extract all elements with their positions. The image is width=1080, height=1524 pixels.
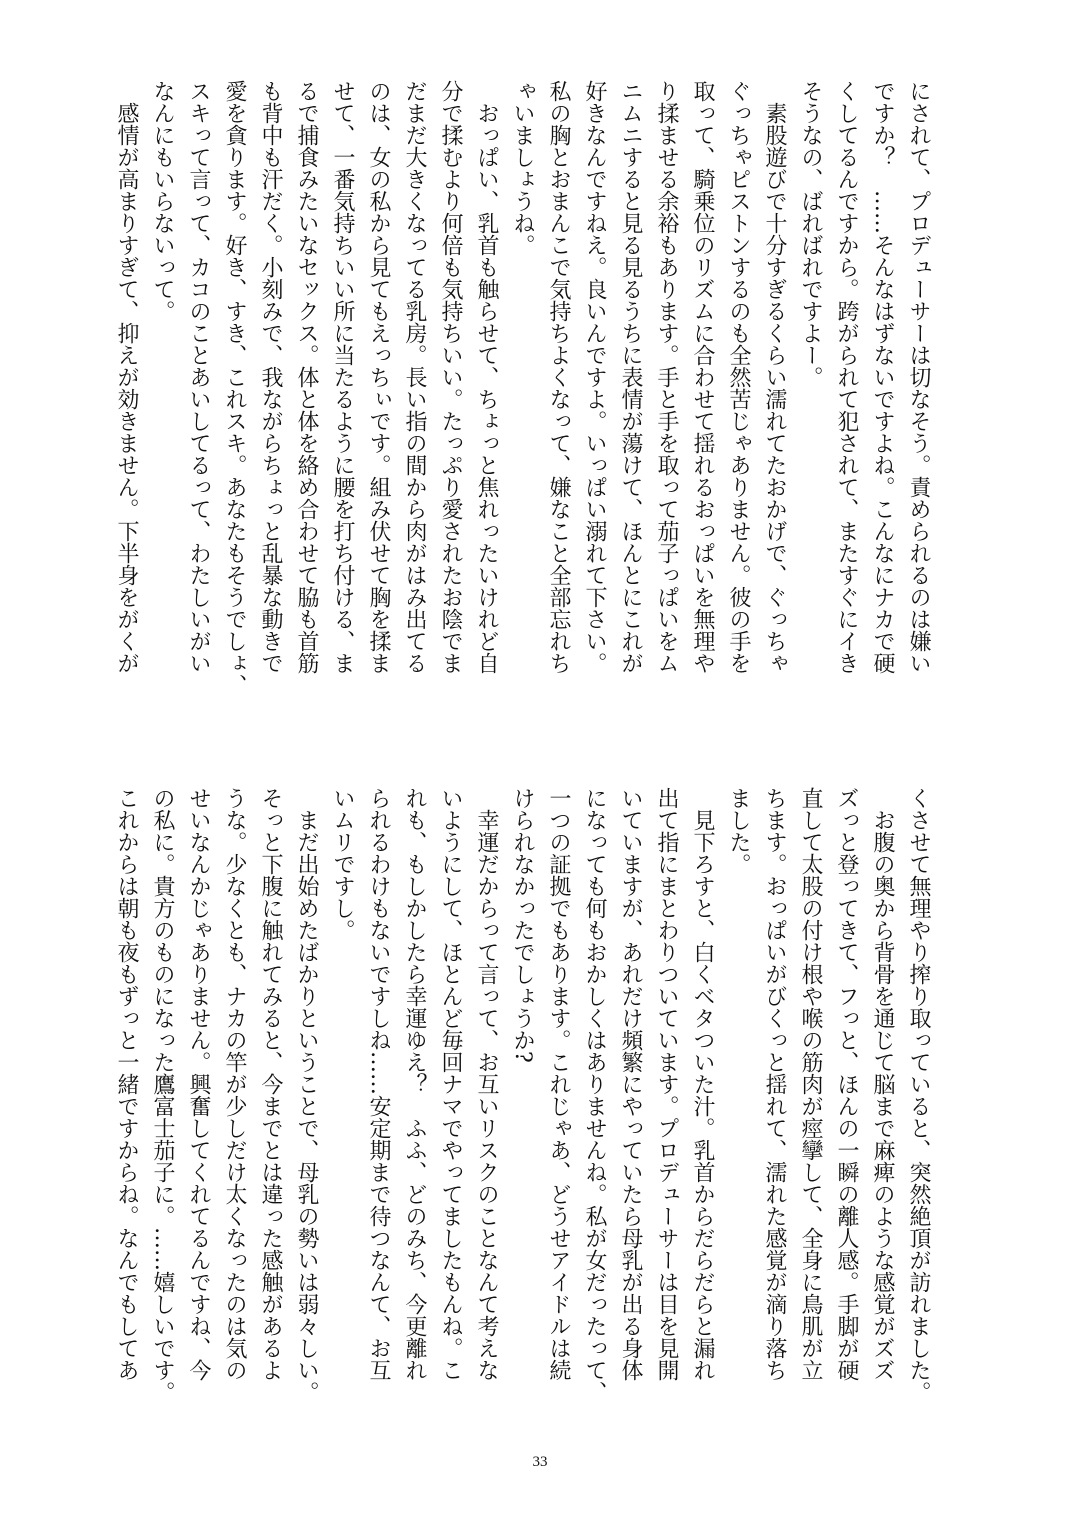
text-line: の私に。貴方のものになった鷹富士茄子に。……嬉しいです。 bbox=[150, 787, 175, 1403]
text-line: ズっと登ってきて、フっと、ほんの一瞬の離人感。手脚が硬 bbox=[834, 787, 859, 1381]
text-line: うな。少なくとも、ナカの竿が少しだけ太くなったのは気の bbox=[222, 787, 247, 1381]
text-line: ました。 bbox=[726, 787, 751, 875]
text-block-bottom bbox=[108, 787, 936, 1427]
text-line: まだ出始めたばかりということで、母乳の勢いは弱々しい。 bbox=[294, 787, 319, 1403]
text-line: れも、もしかしたら幸運ゆえ？ ふふ、どのみち、今更離れ bbox=[402, 787, 427, 1381]
text-line: り揉ませる余裕もあります。手と手を取って茄子っぱいをム bbox=[654, 80, 679, 674]
text-line: 私の胸とおまんこで気持ちよくなって、嫌なこと全部忘れち bbox=[546, 80, 571, 674]
text-line: ぐっちゃピストンするのも全然苦じゃありません。彼の手を bbox=[726, 80, 751, 674]
text-line: のは、女の私から見てもえっちぃです。組み伏せて胸を揉ま bbox=[366, 80, 391, 674]
text-line: いていますが、あれだけ頻繁にやっていたら母乳が出る身体 bbox=[618, 787, 643, 1381]
text-line: ちます。おっぱいがびくっと揺れて、濡れた感覚が滴り落ち bbox=[762, 787, 787, 1381]
text-line: スキって言って、カコのことあいしてるって、わたしいがい bbox=[186, 80, 211, 674]
text-line: けられなかったでしょうか? bbox=[510, 787, 535, 1063]
text-line: ですか？ ……そんなはずないですよね。こんなにナカで硬 bbox=[870, 80, 895, 674]
text-line: るで捕食みたいなセックス。体と体を絡め合わせて脇も首筋 bbox=[294, 80, 319, 674]
text-line: 感情が高まりすぎて、抑えが効きません。下半身をがくが bbox=[114, 80, 139, 674]
text-line: ゃいましょうね。 bbox=[510, 80, 535, 256]
text-line: 出て指にまとわりついています。プロデューサーは目を見開 bbox=[654, 787, 679, 1381]
text-line: くさせて無理やり搾り取っていると、突然絶頂が訪れました。 bbox=[906, 787, 931, 1403]
text-line: にされて、プロデューサーは切なそう。責められるのは嫌い bbox=[906, 80, 931, 674]
text-line: 分で揉むより何倍も気持ちいい。たっぷり愛されたお陰でま bbox=[438, 80, 463, 674]
text-line: くしてるんですから。跨がられて犯されて、またすぐにイき bbox=[834, 80, 859, 674]
text-line: せいなんかじゃありません。興奮してくれてるんですね、今 bbox=[186, 787, 211, 1381]
text-line: だまだ大きくなってる乳房。長い指の間から肉がはみ出てる bbox=[402, 80, 427, 674]
text-line: 幸運だからって言って、お互いリスクのことなんて考えな bbox=[474, 787, 499, 1381]
text-line: 素股遊びで十分すぎるくらい濡れてたおかげで、ぐっちゃ bbox=[762, 80, 787, 674]
text-line: 一つの証拠でもあります。これじゃあ、どうせアイドルは続 bbox=[546, 787, 571, 1381]
text-line: 見下ろすと、白くベタついた汁。乳首からだらだらと漏れ bbox=[690, 787, 715, 1381]
text-line: ニムニすると見る見るうちに表情が蕩けて、ほんとにこれが bbox=[618, 80, 643, 674]
text-line: いようにして、ほとんど毎回ナマでやってましたもんね。こ bbox=[438, 787, 463, 1381]
text-block-top bbox=[108, 80, 936, 720]
text-line: られるわけもないですしね……安定期まで待つなんて、お互 bbox=[366, 787, 391, 1381]
text-line: 愛を貪ります。好き、すき、これスキ。あなたもそうでしょ、 bbox=[222, 80, 247, 696]
text-line: 取って、騎乗位のリズムに合わせて揺れるおっぱいを無理や bbox=[690, 80, 715, 674]
text-line: そっと下腹に触れてみると、今までとは違った感触があるよ bbox=[258, 787, 283, 1381]
text-line: せて、一番気持ちいい所に当たるように腰を打ち付ける、ま bbox=[330, 80, 355, 674]
text-line: いムリですし。 bbox=[330, 787, 355, 941]
page-number: 33 bbox=[532, 1454, 548, 1470]
text-line: になっても何もおかしくはありませんね。私が女だったって、 bbox=[582, 787, 607, 1403]
text-line: おっぱい、乳首も触らせて、ちょっと焦れったいけれど自 bbox=[474, 80, 499, 674]
text-line: 好きなんですねえ。良いんですよ。いっぱい溺れて下さい。 bbox=[582, 80, 607, 674]
text-line: これからは朝も夜もずっと一緒ですからね。なんでもしてあ bbox=[114, 787, 139, 1381]
text-line: も背中も汗だく。小刻みで、我ながらちょっと乱暴な動きで bbox=[258, 80, 283, 674]
text-line: お腹の奥から背骨を通じて脳まで麻痺のような感覚がズズ bbox=[870, 787, 895, 1381]
text-line: そうなの、ばればれですよー。 bbox=[798, 80, 823, 388]
text-line: 直して太股の付け根や喉の筋肉が痙攣して、全身に鳥肌が立 bbox=[798, 787, 823, 1381]
text-line: なんにもいらないって。 bbox=[150, 80, 175, 322]
